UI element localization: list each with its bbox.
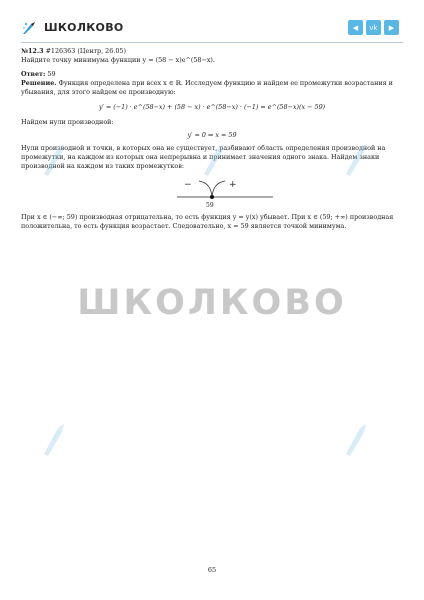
solution-text-1: Функция определена при всех x ∈ ℝ. Исследуем функцию и найдем ее промежутки возрастания и убывания, для этого найдем ее производную: [21,79,393,96]
problem-number: №12.3 [21,47,44,55]
watermark-rocket-icon [342,140,370,178]
problem-task: Найдите точку минимума функции y = (58 − x)e^(58−x). [21,56,215,64]
youtube-icon[interactable]: ▶ [384,20,399,35]
problem-source: (Центр, 26.05) [77,47,126,55]
telegram-icon[interactable]: ◀ [348,20,363,35]
zeros-intro: Найдем нули производной: [21,118,114,126]
answer-label: Ответ: [21,70,46,78]
derivative-formula: y′ = (−1) · e^(58−x) + (58 − x) · e^(58−x) · (−1) = e^(58−x)(x − 59) [98,103,326,111]
answer-line [21,70,403,79]
header-divider [21,42,403,43]
watermark-rocket-icon [40,420,68,458]
answer-value: 59 [47,70,56,78]
vk-icon[interactable]: vk [366,20,381,35]
rocket-logo-icon [21,20,37,36]
solution-paragraph-1 [21,79,403,97]
brand-name: ШКОЛКОВО [44,21,124,34]
solution-label: Решение. [21,79,57,87]
conclusion: При x ∈ (−∞; 59) производная отрицательна, то есть функция y = y(x) убывает. При x ∈ (59; +∞) производная положительна, то есть функция возрастает. Следовательно, x = 59 является точкой минимума. [21,213,394,230]
solution-paragraph-2: Нули производной и точки, в которых она не существует, разбивают область определения производной на промежутки, на каждом из которых она непрерывна и принимает значения одного знака. Найдем знаки производной на каждом из таких промежутков: [21,144,386,170]
watermark-text: ШКОЛКОВО [77,283,347,323]
problem-heading [21,47,403,56]
sign-minus: − [184,180,192,190]
problem-content [21,47,403,231]
page-number: 65 [207,566,217,574]
watermark-rocket-icon [342,420,370,458]
sign-plus: + [229,180,237,190]
watermark-rocket-icon [40,140,68,178]
zeros-formula: y′ = 0 ⇒ x = 59 [187,131,237,139]
critical-point-label: 59 [206,202,214,209]
page-header [0,0,424,48]
problem-id[interactable]: #126363 [45,47,76,55]
watermark-rocket-icon [200,140,228,178]
